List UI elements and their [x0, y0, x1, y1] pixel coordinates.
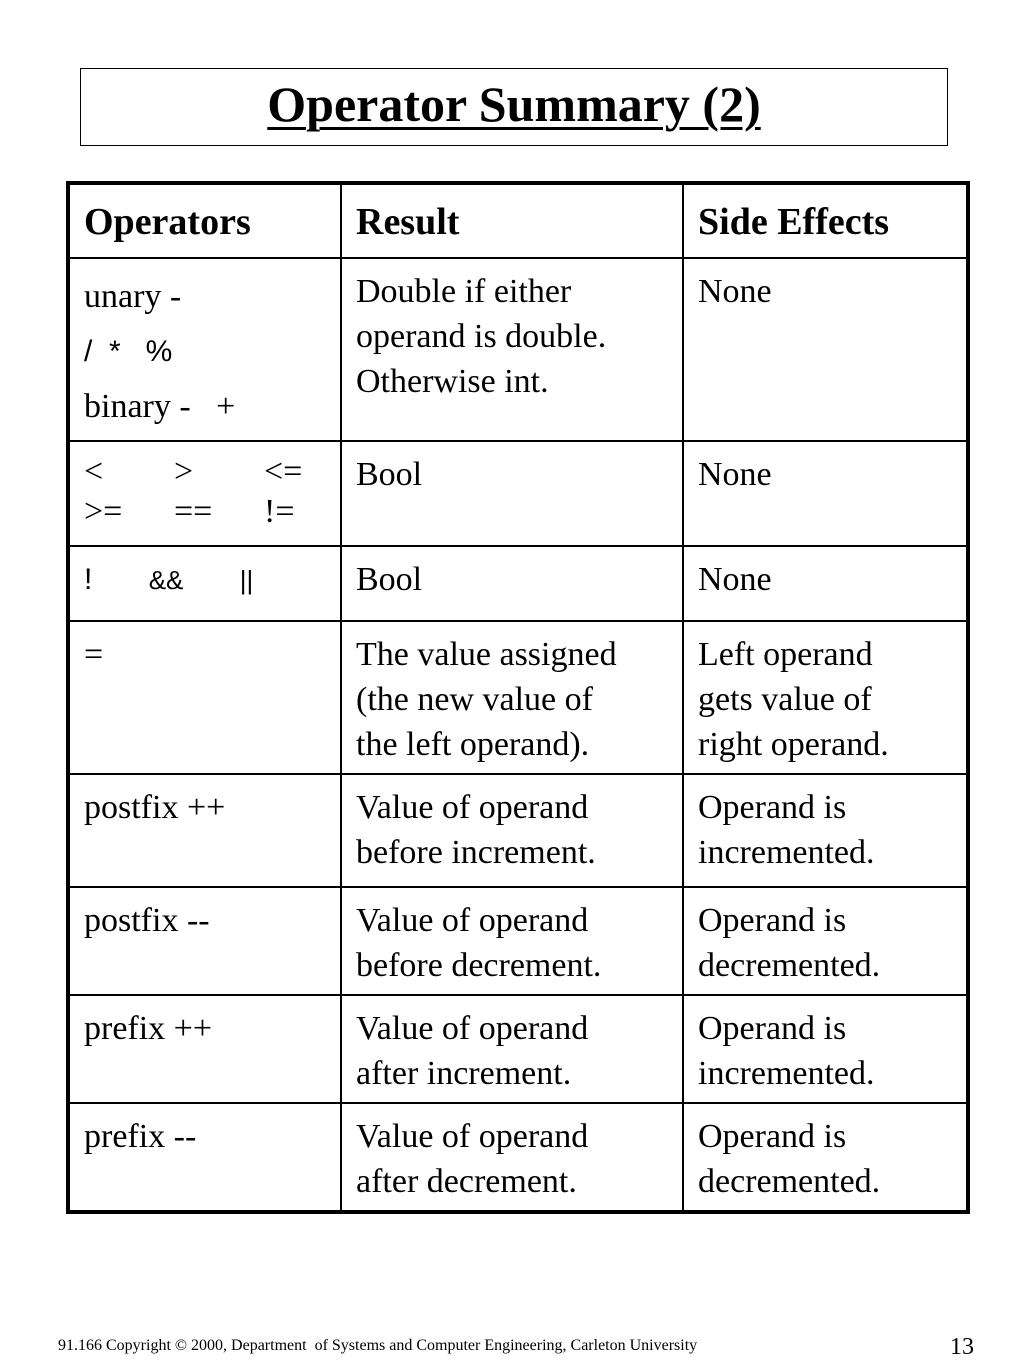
operator-greater-equal: >= — [84, 493, 123, 530]
result-line: after increment. — [356, 1055, 572, 1092]
result-line: operand is double. — [356, 318, 607, 355]
side-effects-cell — [683, 1103, 968, 1212]
table-row — [68, 887, 968, 995]
operator-less-equal: <= — [264, 453, 303, 490]
side-effect-line: gets value of — [698, 681, 872, 718]
side-effect-line: decremented. — [698, 947, 881, 984]
operator-not: ! — [84, 563, 93, 596]
result-line: before decrement. — [356, 947, 602, 984]
operator-assign: = — [84, 636, 104, 673]
result-line: Value of operand — [356, 789, 589, 826]
page-title: Operator Summary (2) — [267, 76, 761, 132]
side-effect-line: Operand is — [698, 1010, 847, 1047]
side-effects-cell — [683, 887, 968, 995]
result-line: the left operand). — [356, 726, 590, 763]
side-effects-cell — [683, 441, 968, 546]
result-line: Value of operand — [356, 1010, 589, 1047]
side-effects-cell — [683, 621, 968, 774]
header-operators: Operators — [68, 183, 341, 258]
operators-cell — [68, 621, 341, 774]
side-effect-line: incremented. — [698, 834, 875, 871]
operator-greater-than: > — [174, 453, 194, 490]
operators-cell: postfix ++ — [68, 774, 341, 887]
result-cell — [341, 621, 683, 774]
result-line: Value of operand — [356, 902, 589, 939]
table-header-row — [68, 183, 968, 258]
side-effect-line: incremented. — [698, 1055, 875, 1092]
result-cell — [341, 1103, 683, 1212]
table-row — [68, 1103, 968, 1212]
relational-operators — [84, 452, 330, 532]
table-row — [68, 995, 968, 1103]
side-effect-line: None — [698, 456, 772, 493]
header-result: Result — [341, 183, 683, 258]
side-effects-cell — [683, 258, 968, 441]
result-line: Bool — [356, 561, 423, 598]
table-row-arithmetic — [68, 258, 968, 441]
side-effect-line: Left operand — [698, 636, 873, 673]
operators-cell: prefix ++ — [68, 995, 341, 1103]
side-effect-line: right operand. — [698, 726, 889, 763]
side-effect-line: Operand is — [698, 789, 847, 826]
result-line: Double if either — [356, 273, 572, 310]
page-number: 13 — [950, 1334, 974, 1360]
result-cell — [341, 887, 683, 995]
result-line: before increment. — [356, 834, 596, 871]
operator-additive: binary - + — [84, 388, 236, 425]
table-row-assignment — [68, 621, 968, 774]
logical-operators — [84, 557, 330, 603]
result-line: The value assigned — [356, 636, 617, 673]
result-line: (the new value of — [356, 681, 593, 718]
side-effect-line: Operand is — [698, 1118, 847, 1155]
header-side-effects: Side Effects — [683, 183, 968, 258]
operator-not-equal: != — [264, 493, 295, 530]
title-box — [80, 68, 948, 146]
copyright-footer: 91.166 Copyright © 2000, Department of Systems and Computer Engineering, Carleton University — [58, 1337, 698, 1354]
side-effect-line: decremented. — [698, 1163, 881, 1200]
result-cell — [341, 995, 683, 1103]
operator-less-than: < — [84, 453, 104, 490]
side-effects-cell — [683, 995, 968, 1103]
result-cell — [341, 258, 683, 441]
result-line: after decrement. — [356, 1163, 577, 1200]
operator-and: && — [148, 565, 184, 595]
result-cell — [341, 774, 683, 887]
result-line: Bool — [356, 456, 423, 493]
result-cell — [341, 441, 683, 546]
operators-cell — [68, 258, 341, 441]
result-line: Value of operand — [356, 1118, 589, 1155]
side-effect-line: None — [698, 561, 772, 598]
operators-cell — [68, 546, 341, 621]
operator-summary-table — [66, 181, 970, 1214]
operator-multiplicative: / * % — [84, 335, 173, 368]
side-effects-cell — [683, 546, 968, 621]
side-effects-cell — [683, 774, 968, 887]
side-effect-line: None — [698, 273, 772, 310]
operators-cell: postfix -- — [68, 887, 341, 995]
side-effect-line: Operand is — [698, 902, 847, 939]
result-line: Otherwise int. — [356, 363, 549, 400]
table-row-logical — [68, 546, 968, 621]
operators-cell: prefix -- — [68, 1103, 341, 1212]
result-cell — [341, 546, 683, 621]
operators-cell — [68, 441, 341, 546]
table-row-relational — [68, 441, 968, 546]
operator-or: || — [239, 565, 254, 595]
operator-equal: == — [174, 493, 213, 530]
table-row — [68, 774, 968, 887]
operator-unary-minus: unary - — [84, 278, 182, 315]
